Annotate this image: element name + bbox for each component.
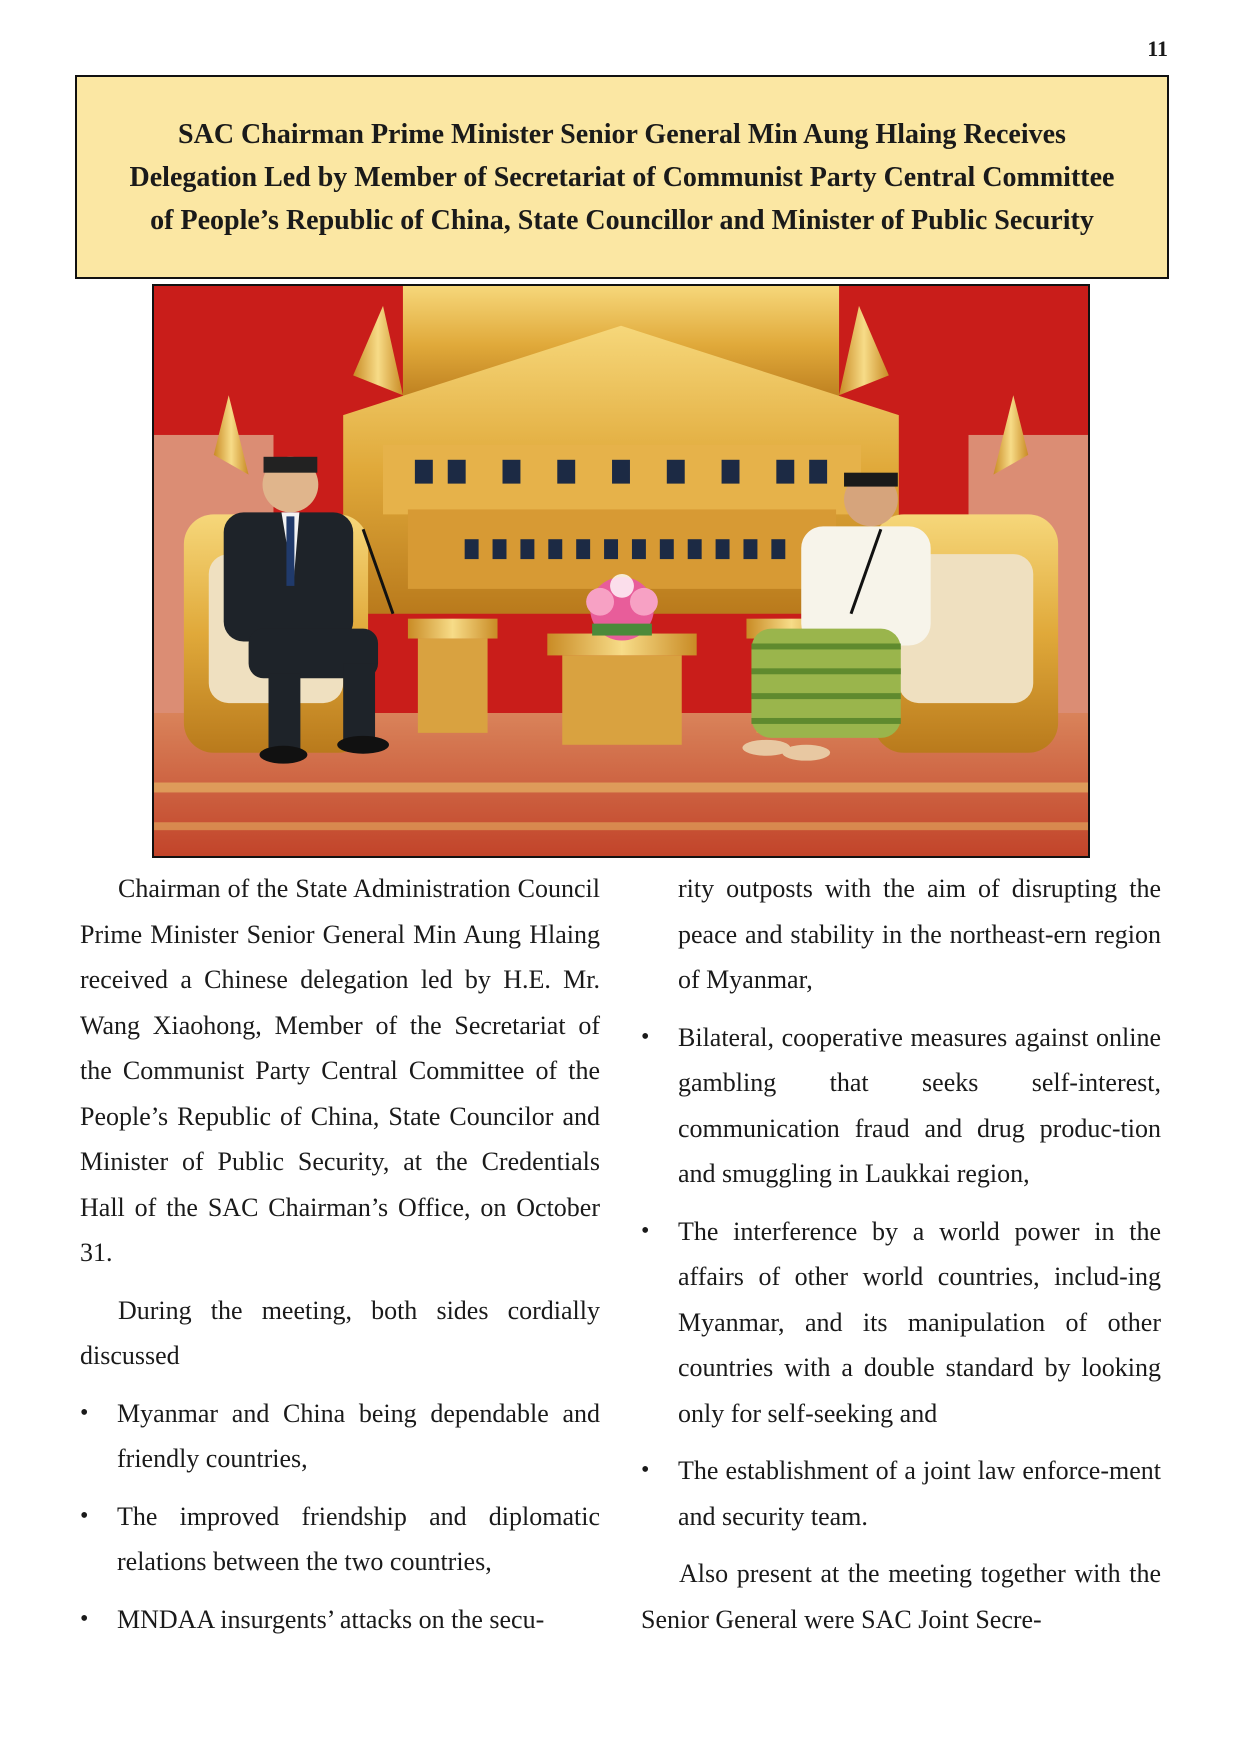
bullet-item: • The establishment of a joint law enforce-ment and security team. <box>641 1448 1161 1539</box>
bullet-continuation: rity outposts with the aim of disrupting the peace and stability in the northeast-ern region of Myanmar, <box>678 874 1161 994</box>
page-number: 11 <box>1147 36 1168 61</box>
bullet-item: • The interference by a world power in the affairs of other world countries, includ-ing Myanmar, and its manipulation of other countries with a double standard by looking only for self-seeking and <box>641 1209 1161 1437</box>
bullet-item: • Myanmar and China being dependable and friendly countries, <box>80 1391 600 1482</box>
discussion-intro-paragraph: During the meeting, both sides cordially discussed <box>80 1295 600 1370</box>
meeting-photo-illustration <box>154 286 1088 856</box>
intro-paragraph: Chairman of the State Administration Council Prime Minister Senior General Min Aung Hlaing received a Chinese delegation led by H.E. Mr. Wang Xiaohong, Member of the Secretariat of the Communist Party Central Committee of the People’s Republic of China, State Councilor and Minister of Public Security, at the Credentials Hall of the SAC Chairman’s Office, on October 31. <box>80 874 600 1267</box>
closing-paragraph: Also present at the meeting together with the Senior General were SAC Joint Secre- <box>641 1559 1161 1634</box>
left-column <box>80 866 600 1642</box>
bullet-item: • The improved friendship and diplomatic relations between the two countries, <box>80 1494 600 1585</box>
right-column <box>641 866 1161 1642</box>
bullet-item: • MNDAA insurgents’ attacks on the secu- <box>80 1597 600 1643</box>
article-title-box <box>75 75 1169 279</box>
article-title: SAC Chairman Prime Minister Senior General Min Aung Hlaing Receives Delegation Led by Member of Secretariat of Communist Party Central Committee of People’s Republic of China, State Councillor and Minister of Public Security <box>129 118 1115 236</box>
bullet-item: • Bilateral, cooperative measures against online gambling that seeks self-interest, communication fraud and drug produc-tion and smuggling in Laukkai region, <box>641 1015 1161 1197</box>
meeting-photo <box>152 284 1090 858</box>
